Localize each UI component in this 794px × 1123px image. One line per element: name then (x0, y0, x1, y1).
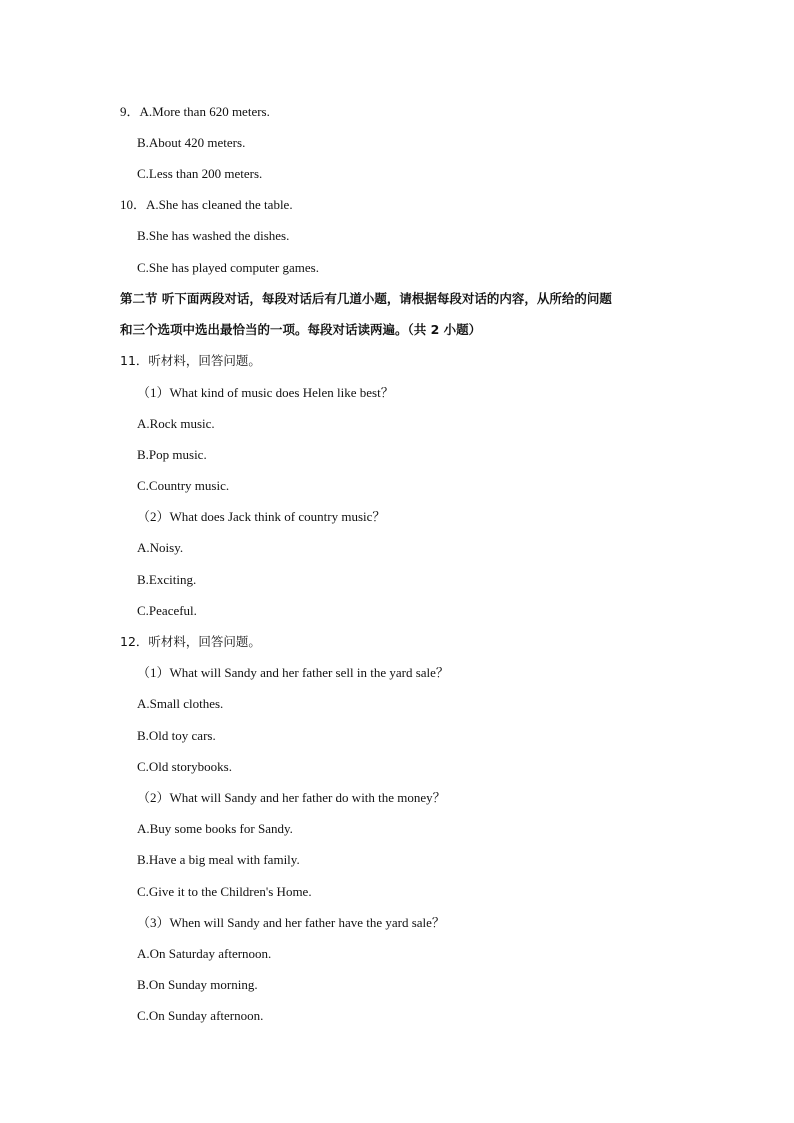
option-c: C.Peaceful. (137, 603, 197, 618)
sub-question-1: （1）What will Sandy and her father sell in the yard sale？ (137, 665, 449, 680)
option-a: A.More than 620 meters. (139, 104, 270, 119)
question-12-heading: 12．听材料，回答问题。 (120, 634, 261, 649)
option-a: A.Noisy. (137, 540, 184, 555)
option-b: B.About 420 meters. (137, 135, 246, 150)
option-c: C.Less than 200 meters. (137, 166, 263, 181)
option-c: C.Old storybooks. (137, 759, 232, 774)
option-b: B.Pop music. (137, 447, 207, 462)
option-b: B.Old toy cars. (137, 728, 216, 743)
option-a: A.Rock music. (137, 416, 215, 431)
sub-question-1: （1）What kind of music does Helen like best？ (137, 385, 394, 400)
question-9 (120, 104, 270, 120)
option-b: B.Have a big meal with family. (137, 852, 300, 867)
option-c: C.Give it to the Children's Home. (137, 884, 312, 899)
option-c: C.She has played computer games. (137, 260, 319, 275)
option-a: A.On Saturday afternoon. (137, 946, 272, 961)
option-b: B.She has washed the dishes. (137, 228, 290, 243)
option-b: B.Exciting. (137, 572, 197, 587)
option-c: C.Country music. (137, 478, 230, 493)
question-11-heading: 11．听材料，回答问题。 (120, 353, 261, 368)
sub-question-2: （2）What does Jack think of country music？ (137, 509, 386, 524)
option-a: A.Buy some books for Sandy. (137, 821, 293, 836)
option-b: B.On Sunday morning. (137, 977, 258, 992)
option-a: A.Small clothes. (137, 696, 224, 711)
sub-question-3: （3）When will Sandy and her father have the yard sale？ (137, 915, 445, 930)
section-instructions-line-1: 第二节 听下面两段对话，每段对话后有几道小题，请根据每段对话的内容，从所给的问题 (120, 291, 612, 306)
option-c: C.On Sunday afternoon. (137, 1008, 264, 1023)
question-number: 9． (120, 104, 140, 119)
option-a: A.She has cleaned the table. (146, 197, 293, 212)
sub-question-2: （2）What will Sandy and her father do with the money？ (137, 790, 446, 805)
question-10 (120, 197, 293, 213)
section-instructions-line-2: 和三个选项中选出最恰当的一项。每段对话读两遍。（共 2 小题） (120, 322, 482, 337)
question-number: 10． (120, 197, 147, 212)
